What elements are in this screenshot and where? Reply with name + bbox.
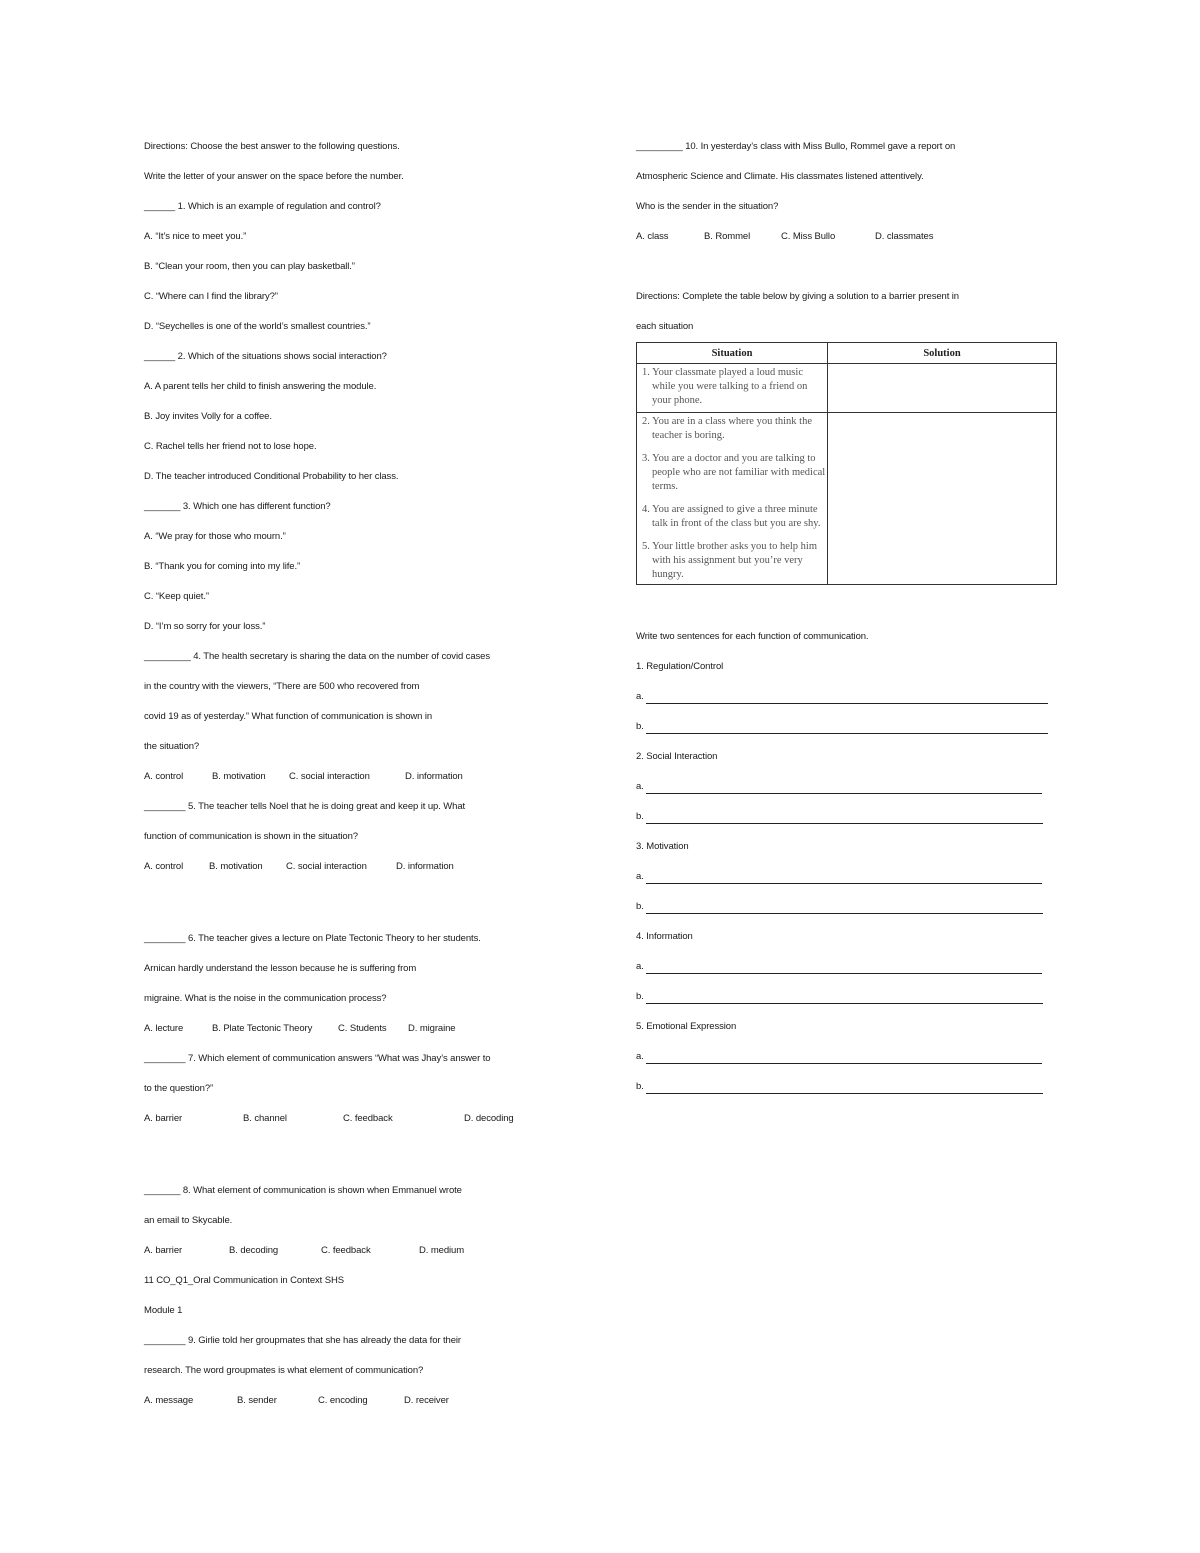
blank-line[interactable] bbox=[646, 1083, 1043, 1094]
answer-options bbox=[144, 1112, 594, 1126]
blank-line[interactable] bbox=[646, 873, 1042, 884]
text-line: ________ 5. The teacher tells Noel that he is doing great and keep it up. What bbox=[144, 801, 466, 812]
text-line: _______ 8. What element of communication is shown when Emmanuel wrote bbox=[144, 1185, 462, 1196]
answer-option[interactable]: C. social interaction bbox=[286, 861, 367, 872]
answer-line-label: a. bbox=[636, 1051, 644, 1062]
function-title: 5. Emotional Expression bbox=[636, 1021, 737, 1032]
table-header-solution: Solution bbox=[828, 343, 1057, 364]
situation-table bbox=[636, 342, 1057, 585]
answer-option[interactable]: D. receiver bbox=[404, 1395, 449, 1406]
answer-option[interactable]: C. Miss Bullo bbox=[781, 231, 836, 242]
answer-line[interactable] bbox=[636, 720, 1076, 734]
function-title: 4. Information bbox=[636, 931, 693, 942]
answer-line-label: b. bbox=[636, 811, 644, 822]
situation-item: 2. You are in a class where you think the teacher is boring. bbox=[642, 416, 813, 441]
answer-line-label: a. bbox=[636, 781, 644, 792]
answer-line-label: a. bbox=[636, 961, 644, 972]
answer-option[interactable]: C. social interaction bbox=[289, 771, 370, 782]
answer-options bbox=[144, 860, 594, 874]
answer-option[interactable]: B. channel bbox=[243, 1113, 287, 1124]
answer-option[interactable]: A. barrier bbox=[144, 1245, 183, 1256]
answer-line[interactable] bbox=[636, 900, 1076, 914]
situation-item: 5. Your little brother asks you to help him with his assignment but you’re very hungry. bbox=[642, 541, 817, 580]
text-line: ________ 9. Girlie told her groupmates that she has already the data for their bbox=[144, 1335, 461, 1346]
text-line: ______ 1. Which is an example of regulation and control? bbox=[144, 201, 381, 212]
answer-option[interactable]: A. control bbox=[144, 861, 184, 872]
answer-option[interactable]: A. barrier bbox=[144, 1113, 183, 1124]
text-line: Module 1 bbox=[144, 1305, 183, 1316]
solution-cell[interactable] bbox=[828, 413, 1057, 585]
situation-item: 3. You are a doctor and you are talking to people who are not familiar with medical terms. bbox=[642, 453, 826, 492]
answer-option[interactable]: B. Plate Tectonic Theory bbox=[212, 1023, 313, 1034]
answer-line-label: a. bbox=[636, 871, 644, 882]
answer-line-label: b. bbox=[636, 721, 644, 732]
text-line: B. “Clean your room, then you can play basketball.” bbox=[144, 261, 355, 272]
text-line: the situation? bbox=[144, 741, 200, 752]
text-line: B. “Thank you for coming into my life.” bbox=[144, 561, 301, 572]
answer-line[interactable] bbox=[636, 690, 1076, 704]
text-line: ________ 6. The teacher gives a lecture on Plate Tectonic Theory to her students. bbox=[144, 933, 481, 944]
answer-option[interactable]: D. information bbox=[396, 861, 454, 872]
text-line: D. “I’m so sorry for your loss.” bbox=[144, 621, 266, 632]
blank-line[interactable] bbox=[646, 693, 1048, 704]
answer-line[interactable] bbox=[636, 1050, 1076, 1064]
text-line: Directions: Complete the table below by giving a solution to a barrier present in bbox=[636, 291, 959, 302]
text-line: Arnican hardly understand the lesson because he is suffering from bbox=[144, 963, 417, 974]
text-line: each situation bbox=[636, 321, 694, 332]
text-line: migraine. What is the noise in the communication process? bbox=[144, 993, 387, 1004]
write-instruction: Write two sentences for each function of communication. bbox=[636, 631, 869, 642]
answer-option[interactable]: B. motivation bbox=[209, 861, 263, 872]
text-line: _______ 3. Which one has different function? bbox=[144, 501, 331, 512]
text-line: Who is the sender in the situation? bbox=[636, 201, 779, 212]
text-line: C. “Keep quiet.” bbox=[144, 591, 209, 602]
text-line: A. “It’s nice to meet you.” bbox=[144, 231, 247, 242]
situation-item: 4. You are assigned to give a three minute talk in front of the class but you are shy. bbox=[642, 504, 821, 529]
text-line: research. The word groupmates is what element of communication? bbox=[144, 1365, 424, 1376]
answer-option[interactable]: D. migraine bbox=[408, 1023, 456, 1034]
answer-line[interactable] bbox=[636, 990, 1076, 1004]
answer-option[interactable]: D. decoding bbox=[464, 1113, 514, 1124]
blank-line[interactable] bbox=[646, 963, 1042, 974]
function-list bbox=[636, 660, 1076, 1094]
text-line: A. “We pray for those who mourn.” bbox=[144, 531, 286, 542]
text-line: D. “Seychelles is one of the world’s smallest countries.” bbox=[144, 321, 371, 332]
answer-option[interactable]: A. control bbox=[144, 771, 184, 782]
left-column bbox=[144, 140, 594, 1424]
function-title: 3. Motivation bbox=[636, 841, 689, 852]
answer-option[interactable]: D. medium bbox=[419, 1245, 465, 1256]
answer-option[interactable]: B. decoding bbox=[229, 1245, 279, 1256]
situation-item: 1. Your classmate played a loud music while you were talking to a friend on your phone. bbox=[642, 367, 808, 406]
answer-line-label: b. bbox=[636, 1081, 644, 1092]
blank-line[interactable] bbox=[646, 813, 1043, 824]
answer-options bbox=[144, 770, 594, 784]
right-column bbox=[636, 140, 1076, 1110]
function-title: 1. Regulation/Control bbox=[636, 661, 724, 672]
function-title: 2. Social Interaction bbox=[636, 751, 718, 762]
answer-options bbox=[144, 1022, 594, 1036]
answer-line-label: a. bbox=[636, 691, 644, 702]
answer-options bbox=[636, 230, 1076, 244]
right-top-questions bbox=[636, 140, 1076, 334]
text-line: to the question?” bbox=[144, 1083, 214, 1094]
answer-line[interactable] bbox=[636, 780, 1076, 794]
answer-option[interactable]: B. motivation bbox=[212, 771, 266, 782]
answer-line[interactable] bbox=[636, 960, 1076, 974]
solution-cell[interactable] bbox=[828, 364, 1057, 413]
answer-option[interactable]: B. Rommel bbox=[704, 231, 751, 242]
answer-line[interactable] bbox=[636, 1080, 1076, 1094]
text-line: ________ 7. Which element of communication answers “What was Jhay’s answer to bbox=[144, 1053, 491, 1064]
table-header-situation: Situation bbox=[637, 343, 828, 364]
text-line: C. Rachel tells her friend not to lose hope. bbox=[144, 441, 317, 452]
answer-option[interactable]: D. classmates bbox=[875, 231, 934, 242]
write-section bbox=[636, 630, 1076, 1094]
table-row bbox=[637, 364, 1057, 413]
text-line: _________ 4. The health secretary is sharing the data on the number of covid cases bbox=[144, 651, 490, 662]
answer-option[interactable]: A. lecture bbox=[144, 1023, 184, 1034]
blank-line[interactable] bbox=[646, 1053, 1042, 1064]
answer-option[interactable]: D. information bbox=[405, 771, 463, 782]
situation-cell bbox=[637, 364, 828, 413]
text-line: function of communication is shown in the situation? bbox=[144, 831, 358, 842]
text-line: D. The teacher introduced Conditional Probability to her class. bbox=[144, 471, 399, 482]
text-line: covid 19 as of yesterday.” What function of communication is shown in bbox=[144, 711, 433, 722]
answer-line-label: b. bbox=[636, 991, 644, 1002]
text-line: A. A parent tells her child to finish answering the module. bbox=[144, 381, 377, 392]
text-line: Write the letter of your answer on the space before the number. bbox=[144, 171, 404, 182]
answer-line[interactable] bbox=[636, 870, 1076, 884]
text-line: 11 CO_Q1_Oral Communication in Context SHS bbox=[144, 1275, 344, 1286]
answer-option[interactable]: A. class bbox=[636, 231, 669, 242]
text-line: Atmospheric Science and Climate. His classmates listened attentively. bbox=[636, 171, 924, 182]
text-line: in the country with the viewers, “There are 500 who recovered from bbox=[144, 681, 420, 692]
text-line: ______ 2. Which of the situations shows social interaction? bbox=[144, 351, 387, 362]
answer-option[interactable]: B. sender bbox=[237, 1395, 277, 1406]
text-line: Directions: Choose the best answer to the following questions. bbox=[144, 141, 400, 152]
text-line: an email to Skycable. bbox=[144, 1215, 233, 1226]
answer-option[interactable]: C. feedback bbox=[321, 1245, 371, 1256]
answer-line[interactable] bbox=[636, 810, 1076, 824]
blank-line[interactable] bbox=[646, 783, 1042, 794]
answer-options bbox=[144, 1244, 594, 1258]
answer-option[interactable]: C. feedback bbox=[343, 1113, 393, 1124]
answer-options bbox=[144, 1394, 594, 1408]
answer-option[interactable]: C. encoding bbox=[318, 1395, 368, 1406]
blank-line[interactable] bbox=[646, 993, 1043, 1004]
blank-line[interactable] bbox=[646, 903, 1043, 914]
answer-option[interactable]: C. Students bbox=[338, 1023, 387, 1034]
text-line: C. “Where can I find the library?” bbox=[144, 291, 278, 302]
text-line: _________ 10. In yesterday’s class with Miss Bullo, Rommel gave a report on bbox=[636, 141, 956, 152]
answer-line-label: b. bbox=[636, 901, 644, 912]
situation-cell bbox=[637, 413, 828, 585]
answer-option[interactable]: A. message bbox=[144, 1395, 194, 1406]
blank-line[interactable] bbox=[646, 723, 1048, 734]
text-line: B. Joy invites Volly for a coffee. bbox=[144, 411, 272, 422]
table-row bbox=[637, 413, 1057, 585]
